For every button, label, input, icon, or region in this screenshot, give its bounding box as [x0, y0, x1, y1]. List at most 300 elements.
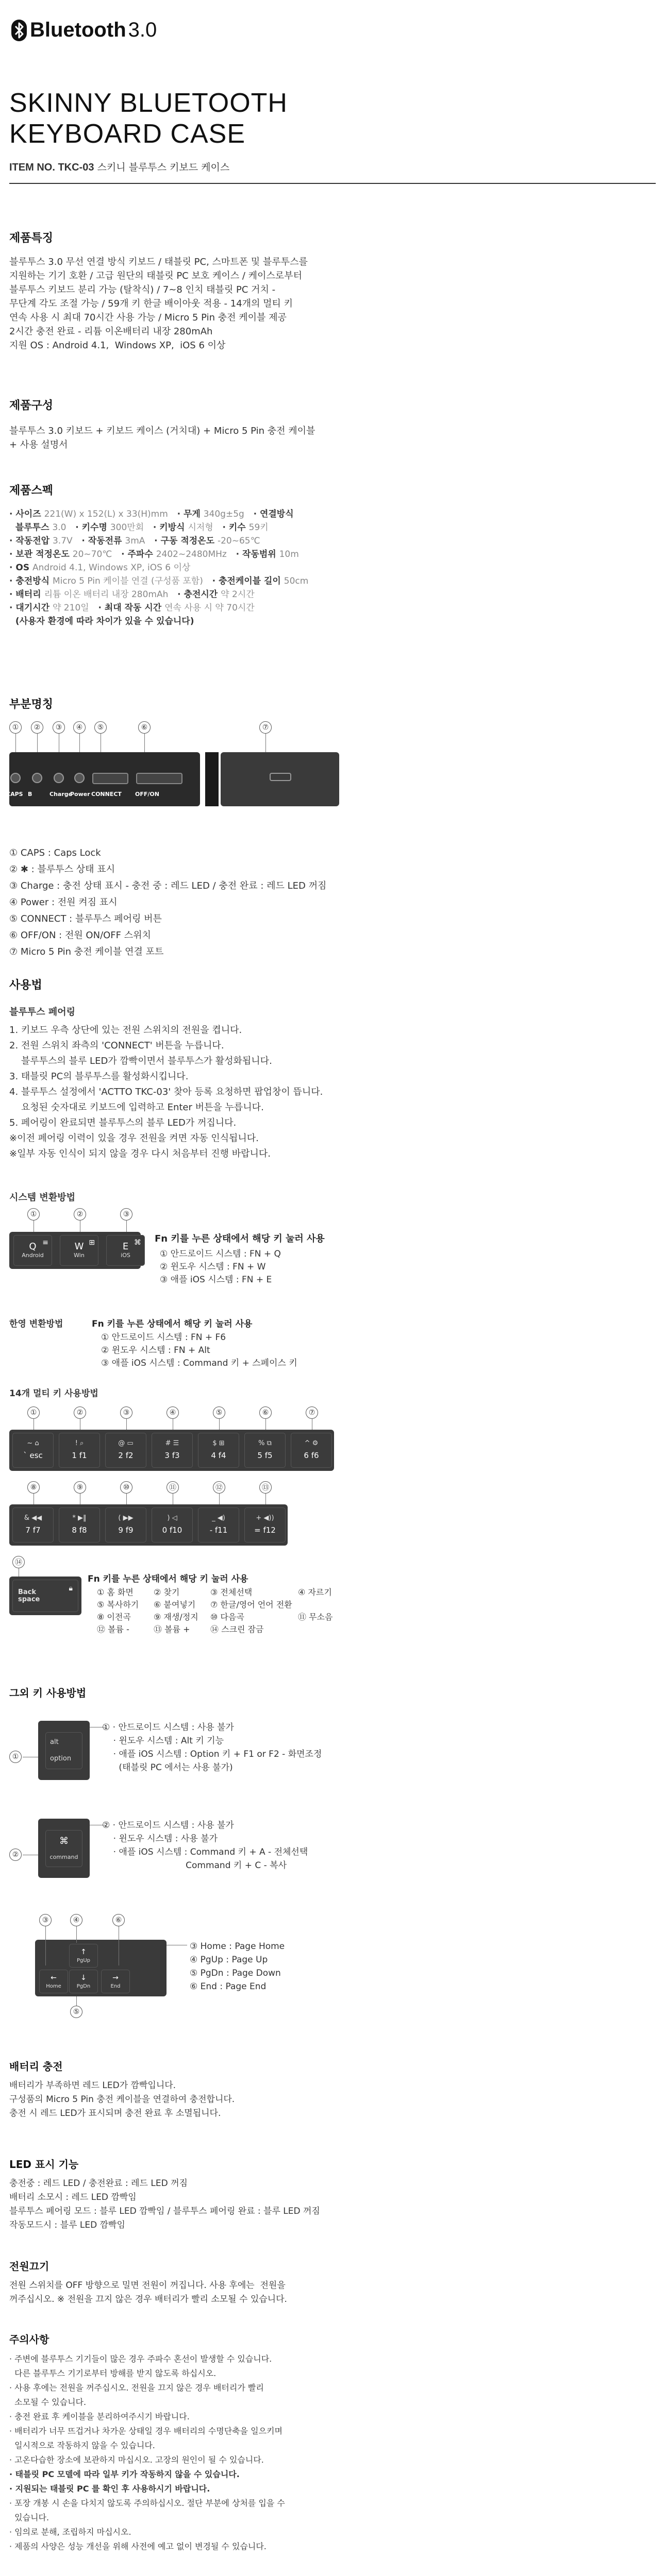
- multikey-key-bottom: 8 f8: [72, 1526, 87, 1535]
- alt-key-panel: [38, 1721, 90, 1780]
- led-line: 충전중 : 레드 LED / 충전완료 : 레드 LED 꺼짐: [9, 2178, 188, 2189]
- multikey-grid-cell: ④ 자르기: [298, 1587, 332, 1597]
- multikey-key-bottom: = f12: [254, 1526, 276, 1535]
- nav-line: ⑤ PgDn : Page Down: [190, 1968, 281, 1978]
- nav-key-label: PgDn: [76, 1984, 91, 1989]
- spec-key: · 키수: [213, 522, 249, 533]
- alt-line: · 애플 iOS 시스템 : Option 키 + F1 or F2 - 화면조정: [102, 1749, 322, 1759]
- battery-title: 배터리 충전: [9, 2060, 63, 2073]
- pairing-line: ※일부 자동 인식이 되지 않을 경우 다시 처음부터 진행 바랍니다.: [9, 1148, 271, 1159]
- spec-value: 3mA: [125, 536, 145, 546]
- multikey-number: ⑤: [213, 1406, 225, 1419]
- multikey-key-top: & ◀◀: [24, 1514, 42, 1522]
- specs-title: 제품스펙: [9, 484, 54, 497]
- system-key-letter: Q: [29, 1241, 37, 1252]
- system-key: [106, 1235, 145, 1266]
- spec-key: · 무게: [168, 509, 204, 519]
- spec-key: · 작동전압: [9, 536, 53, 546]
- alt-line: (태블릿 PC 에서는 사용 불가): [102, 1762, 233, 1773]
- hangul-title: 한영 변환방법: [9, 1319, 63, 1329]
- multikey-key: [12, 1507, 54, 1543]
- pairing-title: 블루투스 페어링: [9, 1007, 75, 1018]
- feature-line: 연속 사용 시 최대 70시간 사용 가능 / Micro 5 Pin 충전 케이블 제공: [9, 312, 287, 323]
- led-indicator: [32, 773, 42, 783]
- alt-line: ① · 안드로이드 시스템 : 사용 불가: [102, 1722, 234, 1733]
- nav-key-home: [39, 1970, 68, 1993]
- spec-row: [9, 507, 628, 521]
- command-line: Command 키 + C - 복사: [102, 1860, 287, 1871]
- system-key-icon: ⊞: [89, 1239, 95, 1247]
- multikey-grid-cell: ⑦ 한글/영어 언어 전환: [210, 1600, 292, 1609]
- spec-row: [9, 588, 628, 601]
- device-label: B: [28, 791, 32, 798]
- connect-button: [92, 773, 128, 784]
- spec-row: [9, 521, 628, 534]
- multikey-key-top: _ ◀): [212, 1514, 225, 1522]
- spec-key: 블루투스: [9, 522, 53, 533]
- arrow-icon: ←: [51, 1974, 57, 1982]
- multikey-grid-cell: ⑤ 복사하기: [97, 1600, 139, 1609]
- system-key-os: Android: [22, 1252, 44, 1259]
- feature-line: 2시간 충전 완료 - 리튬 이온배터리 내장 280mAh: [9, 326, 213, 337]
- composition-line: 블루투스 3.0 키보드 + 키보드 케이스 (거치대) + Micro 5 Pin 충전 케이블: [9, 426, 315, 436]
- multikey-key-bottom: 6 f6: [304, 1451, 319, 1460]
- nav-line: ⑥ End : Page End: [190, 1981, 267, 1992]
- multikey-key-top: % ⧉: [258, 1439, 272, 1447]
- multikey-key-top: + ◀)): [256, 1514, 274, 1522]
- multikey-key-bottom: 2 f2: [118, 1451, 134, 1460]
- spec-value: 300만회: [110, 522, 144, 533]
- title-line-1: SKINNY BLUETOOTH: [9, 88, 288, 118]
- logo-version: 3.0: [128, 19, 157, 41]
- spec-key: · 구동 적정온도: [145, 536, 218, 546]
- multikey-key-top: * ▶‖: [72, 1514, 87, 1522]
- item-label: ITEM NO. TKC-03: [9, 162, 94, 173]
- panel-gap: [205, 752, 219, 806]
- multikey-key: [152, 1507, 193, 1543]
- system-line: ② 윈도우 시스템 : FN + W: [160, 1262, 266, 1272]
- composition-list: [9, 424, 628, 452]
- spec-key: (사용자 환경에 따라 차이가 있을 수 있습니다): [9, 616, 194, 626]
- led-line: 배터리 소모시 : 레드 LED 깜빡임: [9, 2192, 137, 2202]
- nav-key-pgdn: [69, 1970, 98, 1993]
- system-number: ①: [27, 1208, 40, 1221]
- caution-title: 주의사항: [9, 2333, 49, 2346]
- multikey-number: ⑥: [259, 1406, 272, 1419]
- system-fn-title: Fn 키를 누른 상태에서 해당 키 눌러 사용: [155, 1233, 325, 1244]
- pairing-line: ※이전 페어링 이력이 있을 경우 전원을 켜면 자동 인식됩니다.: [9, 1133, 259, 1144]
- multikey-key-bottom: ` esc: [23, 1451, 43, 1460]
- multikey-number: ⑪: [167, 1481, 179, 1494]
- multikey-key: [59, 1507, 100, 1543]
- parts-list: [9, 845, 628, 960]
- spec-key: · 사이즈: [9, 509, 44, 519]
- power-switch: [136, 773, 182, 784]
- features-list: [9, 255, 628, 352]
- multikey-key: [244, 1433, 286, 1468]
- part-line: ① CAPS : Caps Lock: [9, 848, 101, 858]
- alt-key: [45, 1732, 82, 1769]
- spec-value: 약 2시간: [221, 589, 255, 600]
- composition-title: 제품구성: [9, 399, 54, 412]
- nav-number: ⑤: [70, 2006, 82, 2018]
- pairing-line: 4. 블루투스 설정에서 'ACTTO TKC-03' 찾아 등록 요청하면 팝업창이 뜹니다.: [9, 1087, 323, 1097]
- multikey-grid-row: [97, 1599, 355, 1611]
- multikey-grid-cell: [298, 1623, 355, 1636]
- caution-line: 있습니다.: [9, 2513, 49, 2522]
- multikey-key: [244, 1507, 286, 1543]
- system-key-os: Win: [74, 1252, 85, 1259]
- power-off-line: 전원 스위치를 OFF 방향으로 밀면 전원이 꺼집니다. 사용 후에는 전원을: [9, 2280, 286, 2291]
- system-fn-block: [155, 1231, 325, 1286]
- multikey-number: ②: [74, 1406, 86, 1419]
- spec-value: -20~65℃: [217, 536, 260, 546]
- led-indicator: [54, 773, 64, 783]
- spec-value: 3.0: [52, 522, 66, 533]
- caution-line: · 충전 완료 후 케이블을 분리하여주시기 바랍니다.: [9, 2412, 190, 2421]
- command-line: · 윈도우 시스템 : 사용 불가: [102, 1834, 218, 1844]
- spec-row: [9, 615, 628, 628]
- backspace-top: Back: [18, 1588, 37, 1596]
- spec-row: [9, 534, 628, 548]
- part-number: ④: [73, 721, 86, 734]
- multikey-grid-cell: ⑫ 볼륨 -: [97, 1624, 129, 1634]
- battery-line: 충전 시 레드 LED가 표시되며 충전 완료 후 소멸됩니다.: [9, 2108, 221, 2119]
- multikey-number: ④: [167, 1406, 179, 1419]
- spec-row: [9, 548, 628, 561]
- multikey-key-top: $ ⊞: [212, 1439, 225, 1447]
- pairing-line: 5. 페어링이 완료되면 블루투스의 블루 LED가 꺼집니다.: [9, 1117, 237, 1128]
- pairing-list: [9, 1023, 628, 1162]
- feature-line: 무단계 각도 조절 가능 / 59개 키 한글 배이아웃 적용 - 14개의 멀티 키: [9, 298, 293, 309]
- caution-line: · 태블릿 PC 모델에 따라 일부 키가 작동하지 않을 수 있습니다.: [9, 2469, 240, 2479]
- multikey-number: ⑬: [259, 1481, 272, 1494]
- led-indicator: [74, 773, 85, 783]
- pairing-line: 1. 키보드 우측 상단에 있는 전원 스위치의 전원을 켭니다.: [9, 1025, 242, 1036]
- usb-port-icon: [270, 773, 291, 781]
- power-off-title: 전원끄기: [9, 2260, 49, 2273]
- hangul-line: ① 안드로이드 시스템 : FN + F6: [101, 1332, 226, 1343]
- command-list: [102, 1819, 308, 1872]
- system-line: ③ 애플 iOS 시스템 : FN + E: [160, 1275, 272, 1285]
- multikey-key: [105, 1507, 146, 1543]
- feature-line: 지원하는 기기 호환 / 고급 원단의 태블릿 PC 보호 케이스 / 케이스로부터: [9, 270, 302, 281]
- multikey-number: ①: [27, 1406, 40, 1419]
- parts-title: 부분명칭: [9, 698, 54, 711]
- nav-line: ④ PgUp : Page Up: [190, 1955, 268, 1965]
- caution-line: 일시적으로 작동하지 않을 수 있습니다.: [9, 2441, 155, 2450]
- spec-key: · 주파수: [112, 549, 156, 560]
- alt-list: [102, 1721, 322, 1774]
- backspace-area: [9, 1556, 87, 1615]
- multikey-number: ⑩: [120, 1481, 132, 1494]
- hangul-line: ③ 애플 iOS 시스템 : Command 키 + 스페이스 키: [101, 1358, 297, 1368]
- multikey-grid: [97, 1586, 355, 1636]
- pairing-line: 3. 태블릿 PC의 블루투스를 활성화시킵니다.: [9, 1071, 189, 1082]
- usage-title: 사용법: [9, 979, 42, 992]
- spec-value: 연속 사용 시 약 70시간: [164, 603, 255, 613]
- caution-line: 소모될 수 있습니다.: [9, 2397, 87, 2407]
- multikey-grid-cell: [298, 1599, 355, 1611]
- parts-diagram: [6, 721, 370, 829]
- feature-line: 블루투스 키보드 분리 가능 (탈착식) / 7~8 인치 태블릿 PC 거치 -: [9, 284, 276, 295]
- composition-line: + 사용 설명서: [9, 439, 68, 450]
- multikey-key-top: ) ◁: [167, 1514, 177, 1522]
- spec-key: · 보관 적정온도: [9, 549, 73, 560]
- system-number: ②: [74, 1208, 86, 1221]
- multikey-grid-row: [97, 1586, 355, 1599]
- caution-line: · 포장 개봉 시 손을 다치지 않도록 주의하십시오. 절단 부분에 상처를 입을 수: [9, 2498, 285, 2508]
- title-line-2: KEYBOARD CASE: [9, 119, 246, 149]
- multikey-grid-cell: ② 찾기: [154, 1587, 180, 1597]
- spec-key: · OS: [9, 563, 32, 573]
- caution-line: 다른 블루투스 기기로부터 방해를 받지 않도록 하십시오.: [9, 2368, 217, 2378]
- multikey-grid-cell: ⑬ 볼륨 +: [154, 1624, 190, 1634]
- backspace-bottom: space: [18, 1595, 40, 1603]
- nav-key-label: PgUp: [76, 1958, 91, 1963]
- part-number: ⑥: [138, 721, 151, 734]
- nav-number: ③: [39, 1914, 52, 1926]
- spec-key: · 배터리: [9, 589, 44, 600]
- command-key: [45, 1830, 82, 1867]
- hangul-list: [101, 1331, 297, 1370]
- bluetooth-icon: [11, 20, 27, 41]
- caution-line: · 고온다습한 장소에 보관하지 마십시오. 고장의 원인이 될 수 있습니다.: [9, 2455, 264, 2465]
- multikey-number: ⑫: [213, 1481, 225, 1494]
- spec-value: 221(W) x 152(L) x 33(H)mm: [44, 509, 168, 519]
- battery-line: 배터리가 부족하면 레드 LED가 깜빡입니다.: [9, 2080, 176, 2091]
- multikey-fn-block: [88, 1571, 355, 1636]
- multikey-key: [198, 1507, 239, 1543]
- hangul-fn-title: Fn 키를 누른 상태에서 해당 키 눌러 사용: [92, 1319, 253, 1329]
- spec-value: 3.7V: [52, 536, 73, 546]
- system-key-os: iOS: [121, 1252, 130, 1259]
- nav-key-label: End: [110, 1984, 121, 1989]
- item-number: [9, 160, 229, 174]
- led-list: [9, 2177, 628, 2232]
- multikey-key: [198, 1433, 239, 1468]
- multikey-key-top: @ ▭: [118, 1439, 134, 1447]
- multikey-key: [59, 1433, 100, 1468]
- multikey-key-top: ~ ⌂: [27, 1439, 39, 1447]
- spec-key: · 작동범위: [226, 549, 279, 560]
- nav-number: ④: [70, 1914, 82, 1926]
- part-number: ①: [9, 721, 22, 734]
- command-line: · 애플 iOS 시스템 : Command 키 + A - 전체선택: [102, 1847, 308, 1857]
- system-key: [13, 1235, 52, 1266]
- system-number: ③: [120, 1208, 132, 1221]
- spec-row: [9, 561, 628, 574]
- system-list: [160, 1248, 325, 1286]
- spec-value: 10m: [279, 549, 299, 560]
- system-keys: [9, 1208, 148, 1270]
- multikey-grid-cell: ⑩ 다음곡: [210, 1612, 244, 1622]
- nav-key-pgup: [69, 1944, 98, 1968]
- command-key-number: ②: [9, 1849, 22, 1861]
- multikey-key-bottom: 1 f1: [72, 1451, 87, 1460]
- multikey-area: [9, 1406, 344, 1551]
- nav-list: [190, 1940, 285, 1993]
- multikey-key: [105, 1433, 146, 1468]
- command-line: ② · 안드로이드 시스템 : 사용 불가: [102, 1820, 234, 1831]
- battery-line: 구성품의 Micro 5 Pin 충전 케이블을 연결하여 충전합니다.: [9, 2094, 235, 2105]
- lock-icon: 🔒︎: [69, 1584, 73, 1592]
- nav-keys-section: [9, 1914, 339, 2017]
- system-key-letter: E: [122, 1241, 129, 1252]
- multikey-key-bottom: 7 f7: [25, 1526, 41, 1535]
- arrow-icon: ↓: [80, 1974, 87, 1982]
- multikey-key-top: ( ▶▶: [118, 1514, 134, 1522]
- part-line: ⑥ OFF/ON : 전원 ON/OFF 스위치: [9, 930, 151, 941]
- caution-line: · 제품의 사양은 성능 개선을 위해 사전에 예고 없이 변경될 수 있습니다.: [9, 2541, 267, 2551]
- spec-key: · 대기시간: [9, 603, 53, 613]
- arrow-icon: →: [112, 1974, 119, 1982]
- spec-value: 2402~2480MHz: [156, 549, 227, 560]
- system-key-icon: ⌘: [134, 1239, 141, 1247]
- alt-key-number: ①: [9, 1751, 22, 1763]
- header-divider: [9, 183, 656, 184]
- command-key-icon: ⌘: [59, 1836, 69, 1846]
- multikey-number: ⑦: [306, 1406, 318, 1419]
- logo-text: Bluetooth: [30, 19, 126, 41]
- multikey-key: [291, 1433, 332, 1468]
- power-off-line: 꺼주십시오. ※ 전원을 끄지 않은 경우 배터리가 빨리 소모될 수 있습니다.: [9, 2294, 287, 2304]
- nav-key-label: Home: [46, 1984, 61, 1989]
- battery-list: [9, 2079, 628, 2121]
- multikey-number: ③: [120, 1406, 132, 1419]
- backspace-number: ⑭: [12, 1556, 25, 1568]
- multikey-key-bottom: 3 f3: [164, 1451, 180, 1460]
- caution-line: · 사용 후에는 전원을 꺼주십시오. 전원을 끄지 않은 경우 배터리가 빨리: [9, 2383, 264, 2393]
- product-title: [9, 88, 288, 149]
- part-number: ⑦: [259, 721, 272, 734]
- hangul-fn-block: [92, 1316, 297, 1370]
- command-key-panel: [38, 1819, 90, 1878]
- multikey-key-bottom: 0 f10: [162, 1526, 182, 1535]
- multikey-grid-cell: ⑥ 붙여넣기: [154, 1600, 196, 1609]
- spec-value: 20~70℃: [72, 549, 112, 560]
- device-label: OFF/ON: [135, 791, 159, 798]
- system-key: [60, 1235, 98, 1266]
- nav-keys-panel: [35, 1940, 167, 1996]
- spec-key: · 최대 작동 시간: [89, 603, 165, 613]
- led-title: LED 표시 기능: [9, 2158, 79, 2171]
- nav-line: ③ Home : Page Home: [190, 1941, 285, 1952]
- multikey-number: ⑨: [74, 1481, 86, 1494]
- arrow-icon: ↑: [80, 1948, 87, 1956]
- command-key-section: [9, 1819, 339, 1891]
- device-label: CONNECT: [91, 791, 122, 798]
- multikey-key-bottom: 9 f9: [118, 1526, 134, 1535]
- caution-line: · 임의로 분해, 조립하지 마십시오.: [9, 2527, 131, 2537]
- spec-value: Micro 5 Pin 케이블 연결 (구성품 포함): [52, 576, 203, 586]
- multikey-key-top: # ☰: [165, 1439, 179, 1447]
- caution-line: · 지원되는 태블릿 PC 를 확인 후 사용하시기 바랍니다.: [9, 2484, 210, 2494]
- led-line: 작동모드시 : 블루 LED 깜빡임: [9, 2220, 125, 2230]
- alt-key-bottom: option: [50, 1755, 72, 1762]
- multikey-key-top: ^ ⚙: [304, 1439, 319, 1447]
- feature-line: 지원 OS : Android 4.1, Windows XP, iOS 6 이상: [9, 340, 226, 351]
- spec-key: · 충전시간: [168, 589, 221, 600]
- spec-value: 시저형: [188, 522, 213, 533]
- multikey-grid-cell: ⑭ 스크린 잠금: [210, 1624, 264, 1634]
- power-off-list: [9, 2279, 628, 2307]
- spec-value: 340g±5g: [203, 509, 244, 519]
- led-line: 블루투스 페어링 모드 : 블루 LED 깜빡임 / 블루투스 페어링 완료 : 블루 LED 꺼짐: [9, 2206, 320, 2216]
- multikey-key: [152, 1433, 193, 1468]
- multikey-grid-row: [97, 1611, 355, 1623]
- otherkeys-title: 그외 키 사용방법: [9, 1687, 87, 1699]
- spec-key: · 충전케이블 길이: [203, 576, 284, 586]
- alt-key-top: alt: [50, 1738, 59, 1746]
- spec-row: [9, 601, 628, 615]
- item-desc: 스키니 블루투스 키보드 케이스: [94, 162, 230, 173]
- multikey-key-bottom: 4 f4: [211, 1451, 226, 1460]
- multikey-fn-title: Fn 키를 누른 상태에서 해당 키 눌러 사용: [88, 1574, 248, 1584]
- caution-list: [9, 2352, 628, 2554]
- system-key-letter: W: [74, 1241, 84, 1252]
- multikey-title: 14개 멀티 키 사용방법: [9, 1388, 98, 1399]
- feature-line: 블루투스 3.0 무선 연결 방식 키보드 / 태블릿 PC, 스마트폰 및 블루투스를: [9, 257, 308, 267]
- part-line: ③ Charge : 충전 상태 표시 - 충전 중 : 레드 LED / 충전 완료 : 레드 LED 꺼짐: [9, 880, 327, 891]
- spec-key: · 연결방식: [244, 509, 294, 519]
- spec-key: · 작동전류: [72, 536, 125, 546]
- part-number: ②: [31, 721, 43, 734]
- spec-value: 리튬 이온 배터리 내장 280mAh: [44, 589, 169, 600]
- multikey-grid-row: [97, 1623, 355, 1636]
- pairing-line: 2. 전원 스위치 좌측의 'CONNECT' 버튼을 누릅니다.: [9, 1040, 224, 1051]
- led-indicator: [10, 773, 21, 783]
- alt-key-section: [9, 1721, 339, 1793]
- multikey-key-top: ! ⌕: [75, 1439, 84, 1447]
- multikey-grid-cell: ⑪ 무소음: [298, 1612, 333, 1622]
- features-title: 제품특징: [9, 232, 54, 245]
- backspace-key: [12, 1580, 78, 1612]
- multikey-grid-cell: ① 홈 화면: [97, 1587, 134, 1597]
- spec-value: 50cm: [284, 576, 309, 586]
- spec-value: Android 4.1, Windows XP, iOS 6 이상: [32, 563, 191, 573]
- multikey-number: ⑧: [27, 1481, 40, 1494]
- nav-number: ⑥: [112, 1914, 125, 1926]
- part-number: ⑤: [94, 721, 107, 734]
- spec-key: · 충전방식: [9, 576, 53, 586]
- bluetooth-logo: [11, 19, 157, 42]
- part-line: ② ✱ : 블루투스 상태 표시: [9, 864, 115, 875]
- device-label: Charge: [49, 791, 73, 798]
- part-line: ⑦ Micro 5 Pin 충전 케이블 연결 포트: [9, 946, 164, 957]
- hangul-line: ② 윈도우 시스템 : FN + Alt: [101, 1345, 210, 1355]
- part-line: ⑤ CONNECT : 블루투스 페어링 버튼: [9, 913, 162, 924]
- part-number: ③: [53, 721, 65, 734]
- alt-line: · 윈도우 시스템 : Alt 키 기능: [102, 1736, 224, 1746]
- caution-line: · 배터리가 너무 뜨겁거나 차가운 상태일 경우 배터리의 수명단축을 일으키며: [9, 2426, 282, 2436]
- multikey-key-bottom: - f11: [209, 1526, 228, 1535]
- spec-key: · 키수명: [66, 522, 110, 533]
- caution-line: · 주변에 블루투스 기기들이 많은 경우 주파수 혼선이 발생할 수 있습니다.: [9, 2354, 272, 2364]
- nav-key-end: [101, 1970, 130, 1993]
- device-label: Power: [70, 791, 90, 798]
- pairing-line: 블루투스의 블루 LED가 깜빡이면서 블루투스가 활성화됩니다.: [9, 1056, 272, 1066]
- multikey-grid-cell: ⑧ 이전곡: [97, 1612, 131, 1622]
- command-key-label: command: [49, 1854, 78, 1860]
- keyboard-side-panel: [221, 752, 339, 806]
- multikey-grid-cell: ⑨ 재생/정지: [154, 1612, 198, 1622]
- multikey-key: [12, 1433, 54, 1468]
- spec-key: · 키방식: [144, 522, 188, 533]
- pairing-line: 요청된 숫자대로 키보드에 입력하고 Enter 버튼을 누릅니다.: [9, 1102, 264, 1113]
- spec-row: [9, 574, 628, 588]
- system-line: ① 안드로이드 시스템 : FN + Q: [160, 1249, 281, 1259]
